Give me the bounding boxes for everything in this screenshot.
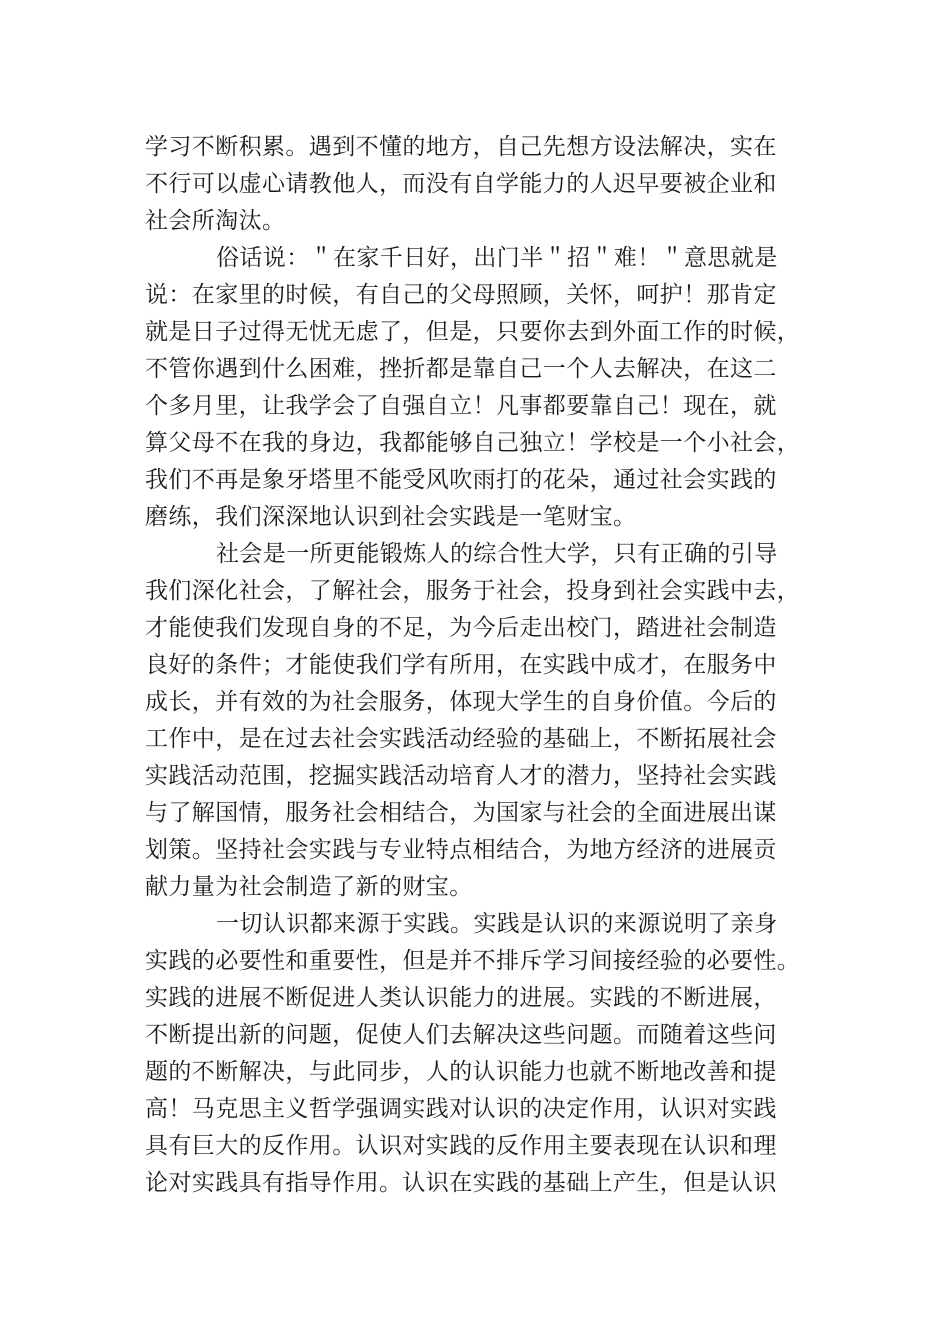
text-line: 实践的进展不断促进人类认识能力的进展。实践的不断进展， — [145, 985, 777, 1011]
text-line: 献力量为社会制造了新的财宝。 — [145, 874, 473, 900]
paragraph-first-line: 社会是一所更能锻炼人的综合性大学，只有正确的引导 — [216, 541, 778, 567]
text-line: 不管你遇到什么困难，挫折都是靠自己一个人去解决，在这二 — [145, 356, 777, 382]
text-line: 成长，并有效的为社会服务，体现大学生的自身价值。今后的 — [145, 689, 777, 715]
text-line: 才能使我们发现自身的不足，为今后走出校门，踏进社会制造 — [145, 615, 777, 641]
text-line: 良好的条件；才能使我们学有所用，在实践中成才，在服务中 — [145, 652, 777, 678]
paragraph-first-line: 一切认识都来源于实践。实践是认识的来源说明了亲身 — [216, 911, 778, 937]
text-line: 不断提出新的问题，促使人们去解决这些问题。而随着这些问 — [145, 1022, 777, 1048]
text-line: 高！马克思主义哲学强调实践对认识的决定作用，认识对实践 — [145, 1096, 777, 1122]
text-line: 题的不断解决，与此同步，人的认识能力也就不断地改善和提 — [145, 1059, 777, 1085]
text-line: 与了解国情，服务社会相结合，为国家与社会的全面进展出谋 — [145, 800, 777, 826]
text-line: 磨练，我们深深地认识到社会实践是一笔财宝。 — [145, 504, 637, 530]
text-line: 算父母不在我的身边，我都能够自己独立！学校是一个小社会， — [145, 430, 801, 456]
paragraph-first-line: 俗话说：＂在家千日好，出门半＂招＂难！＂意思就是 — [216, 245, 778, 271]
text-line: 社会所淘汰。 — [145, 208, 286, 234]
text-line: 实践的必要性和重要性，但是并不排斥学习间接经验的必要性。 — [145, 948, 801, 974]
text-line: 划策。坚持社会实践与专业特点相结合，为地方经济的进展贡 — [145, 837, 777, 863]
text-line: 具有巨大的反作用。认识对实践的反作用主要表现在认识和理 — [145, 1133, 777, 1159]
text-line: 我们不再是象牙塔里不能受风吹雨打的花朵，通过社会实践的 — [145, 467, 777, 493]
text-line: 实践活动范围，挖掘实践活动培育人才的潜力，坚持社会实践 — [145, 763, 777, 789]
text-line: 学习不断积累。遇到不懂的地方，自己先想方设法解决，实在 — [145, 134, 777, 160]
text-line: 说：在家里的时候，有自己的父母照顾，关怀，呵护！那肯定 — [145, 282, 777, 308]
text-line: 论对实践具有指导作用。认识在实践的基础上产生，但是认识 — [145, 1170, 777, 1196]
text-line: 就是日子过得无忧无虑了，但是，只要你去到外面工作的时候， — [145, 319, 801, 345]
text-line: 我们深化社会，了解社会，服务于社会，投身到社会实践中去， — [145, 578, 801, 604]
text-line: 个多月里，让我学会了自强自立！凡事都要靠自己！现在，就 — [145, 393, 777, 419]
text-line: 不行可以虚心请教他人，而没有自学能力的人迟早要被企业和 — [145, 171, 777, 197]
text-line: 工作中，是在过去社会实践活动经验的基础上，不断拓展社会 — [145, 726, 777, 752]
